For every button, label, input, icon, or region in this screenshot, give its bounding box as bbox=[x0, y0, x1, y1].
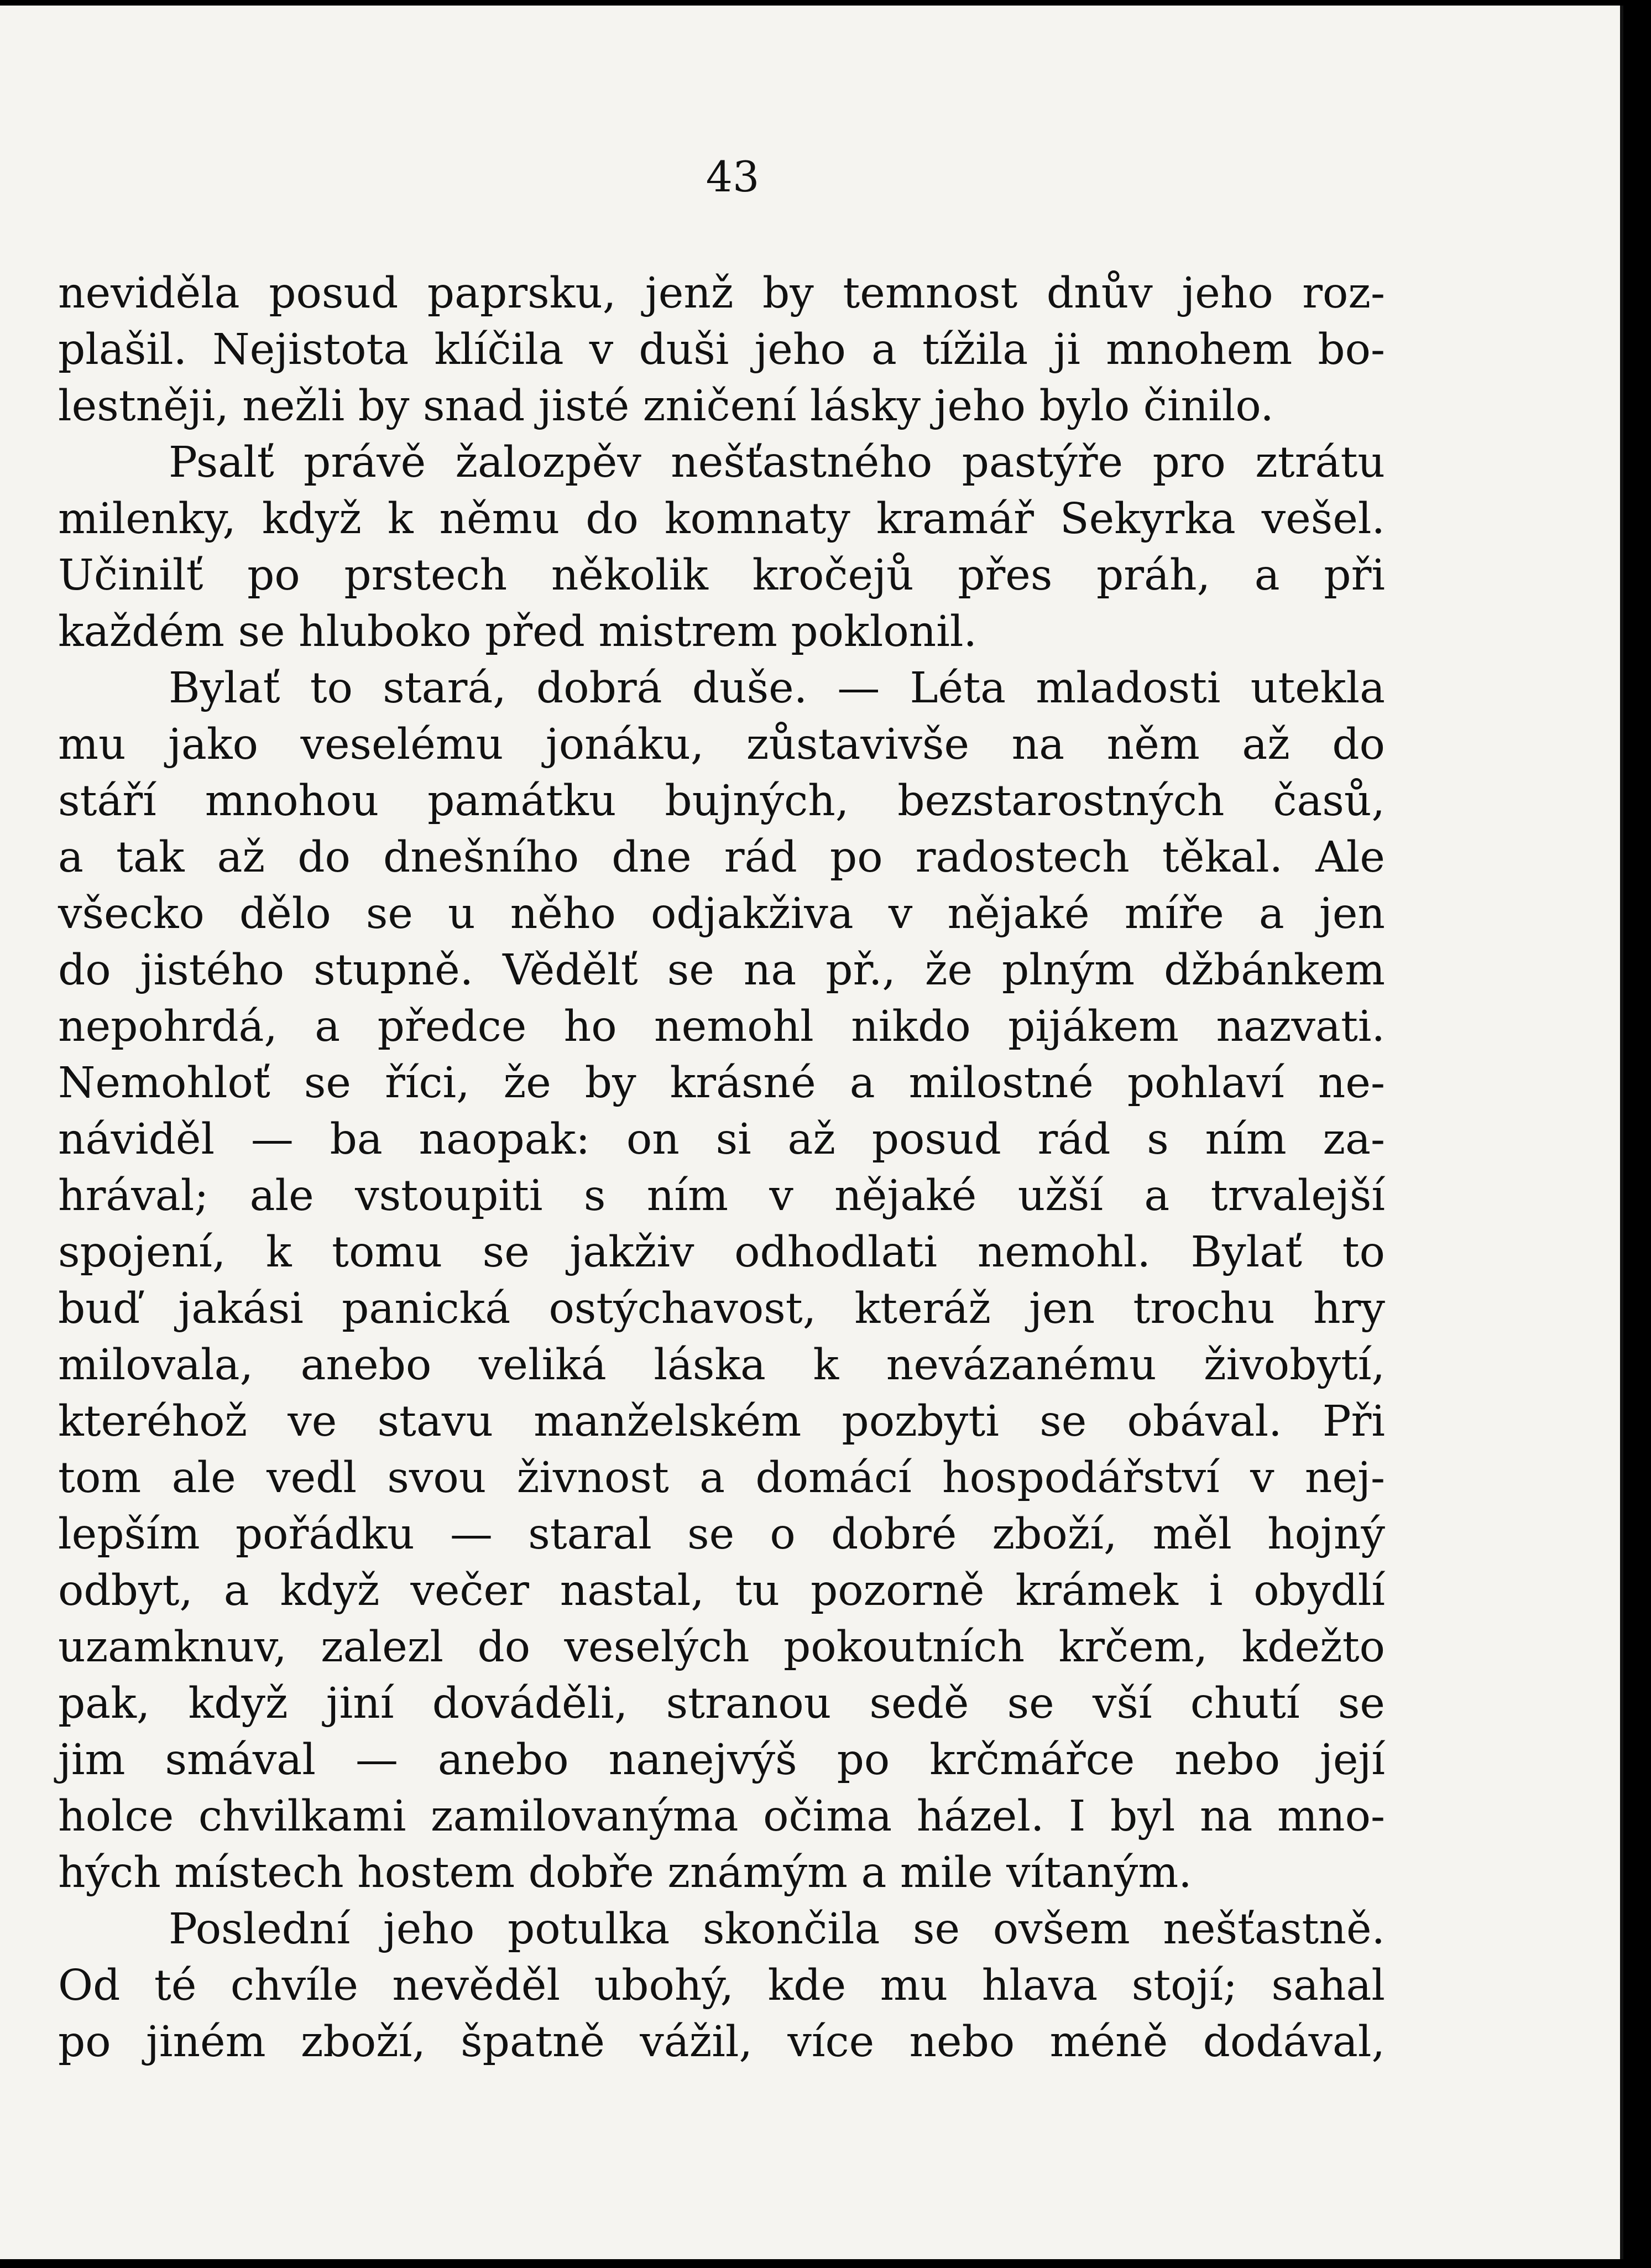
text-line: uzamknuv, zalezl do veselých pokoutních krčem, kdežto bbox=[58, 1623, 1385, 1672]
book-page bbox=[0, 6, 1623, 2259]
text-line: všecko dělo se u něho odjakživa v nějaké míře a jen bbox=[58, 889, 1385, 939]
text-line: pak, když jiní dováděli, stranou sedě se vší chutí se bbox=[58, 1679, 1385, 1728]
text-line: milenky, když k němu do komnaty kramář Sekyrka vešel. bbox=[58, 494, 1385, 544]
text-line: stáří mnohou památku bujných, bezstarostných časů, bbox=[58, 776, 1385, 826]
text-line: mu jako veselému jonáku, zůstavivše na něm až do bbox=[58, 720, 1385, 769]
text-line: kteréhož ve stavu manželském pozbyti se obával. Při bbox=[58, 1397, 1385, 1446]
text-line: do jistého stupně. Vědělť se na př., že plným džbánkem bbox=[58, 946, 1385, 995]
text-line: milovala, anebo veliká láska k nevázanému živobytí, bbox=[58, 1341, 1385, 1390]
text-line: náviděl — ba naopak: on si až posud rád s ním za- bbox=[58, 1115, 1385, 1164]
text-line: Poslední jeho potulka skončila se ovšem nešťastně. bbox=[169, 1905, 1385, 1954]
text-line: po jiném zboží, špatně vážil, více nebo méně dodával, bbox=[58, 2017, 1385, 2067]
text-line: hých místech hostem dobře známým a mile vítaným. bbox=[58, 1848, 1192, 1897]
text-line: a tak až do dnešního dne rád po radostech těkal. Ale bbox=[58, 833, 1385, 882]
text-line: hrával; ale vstoupiti s ním v nějaké užší a trvalejší bbox=[58, 1171, 1385, 1221]
text-line: lepším pořádku — staral se o dobré zboží, měl hojný bbox=[58, 1510, 1385, 1559]
page-number: 43 bbox=[706, 152, 760, 201]
text-line: tom ale vedl svou živnost a domácí hospodářství v nej- bbox=[58, 1453, 1385, 1503]
text-line: spojení, k tomu se jakživ odhodlati nemohl. Bylať to bbox=[58, 1228, 1385, 1277]
text-line: odbyt, a když večer nastal, tu pozorně krámek i obydlí bbox=[58, 1566, 1385, 1615]
text-line: každém se hluboko před mistrem poklonil. bbox=[58, 607, 978, 656]
text-line: plašil. Nejistota klíčila v duši jeho a tížila ji mnohem bo- bbox=[58, 325, 1385, 374]
text-line: Nemohloť se říci, že by krásné a milostné pohlaví ne- bbox=[58, 1059, 1385, 1108]
text-line: Bylať to stará, dobrá duše. — Léta mladosti utekla bbox=[169, 664, 1385, 713]
text-line: lestněji, nežli by snad jisté zničení lásky jeho bylo činilo. bbox=[58, 382, 1274, 431]
text-line: Psalť právě žalozpěv nešťastného pastýře pro ztrátu bbox=[169, 438, 1385, 487]
text-line: neviděla posud paprsku, jenž by temnost dnův jeho roz- bbox=[58, 269, 1385, 318]
text-line: buď jakási panická ostýchavost, kteráž jen trochu hry bbox=[58, 1284, 1385, 1333]
text-line: Učinilť po prstech několik kročejů přes práh, a při bbox=[58, 551, 1385, 600]
text-line: nepohrdá, a předce ho nemohl nikdo pijákem nazvati. bbox=[58, 1002, 1385, 1051]
text-line: Od té chvíle nevěděl ubohý, kde mu hlava stojí; sahal bbox=[58, 1961, 1385, 2010]
body-text bbox=[58, 265, 1385, 2071]
text-line: jim smával — anebo nanejvýš po krčmářce nebo její bbox=[58, 1735, 1385, 1785]
text-line: holce chvilkami zamilovanýma očima házel. I byl na mno- bbox=[58, 1792, 1385, 1841]
